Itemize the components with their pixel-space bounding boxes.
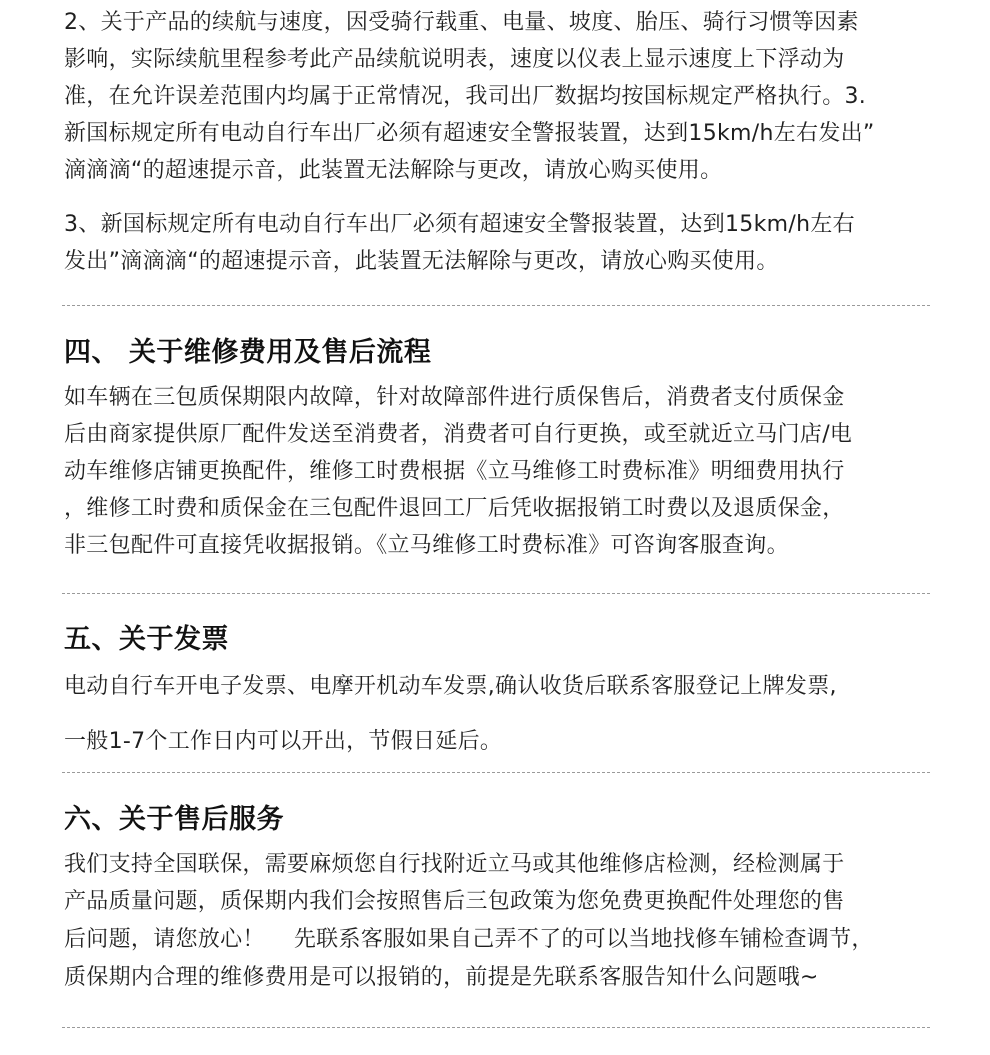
paragraph-line: ，维修工时费和质保金在三包配件退回工厂后凭收据报销工时费以及退质保金， — [64, 496, 845, 521]
paragraph-line: 产品质量问题，质保期内我们会按照售后三包政策为您免费更换配件处理您的售 — [64, 889, 845, 914]
paragraph-line: 准，在允许误差范围内均属于正常情况，我司出厂数据均按国标规定严格执行。3. — [64, 84, 867, 109]
paragraph-line: 电动自行车开电子发票、电摩开机动车发票,确认收货后联系客服登记上牌发票, — [64, 674, 837, 699]
paragraph-line: 滴滴滴“的超速提示音，此装置无法解除与更改，请放心购买使用。 — [64, 158, 723, 183]
paragraph-line: 发出”滴滴滴“的超速提示音，此装置无法解除与更改，请放心购买使用。 — [64, 249, 779, 274]
paragraph-line: 动车维修店铺更换配件，维修工时费根据《立马维修工时费标准》明细费用执行 — [64, 459, 845, 484]
paragraph-line: 后问题，请您放心！ 先联系客服如果自己弄不了的可以当地找修车铺检查调节， — [64, 927, 874, 952]
paragraph-line: 3、新国标规定所有电动自行车出厂必须有超速安全警报装置，达到15km/h左右 — [64, 212, 855, 237]
section-divider — [62, 305, 930, 306]
paragraph-line: 2、关于产品的续航与速度，因受骑行载重、电量、坡度、胎压、骑行习惯等因素 — [64, 10, 859, 35]
paragraph-line: 质保期内合理的维修费用是可以报销的，前提是先联系客服告知什么问题哦~ — [64, 965, 819, 990]
section-title-invoice: 五、关于发票 — [64, 624, 229, 655]
paragraph-line: 新国标规定所有电动自行车出厂必须有超速安全警报装置，达到15km/h左右发出” — [64, 121, 875, 146]
paragraph-line: 影响，实际续航里程参考此产品续航说明表，速度以仪表上显示速度上下浮动为 — [64, 47, 845, 72]
after-sales-service-paragraph — [64, 846, 944, 996]
speed-range-paragraph — [64, 4, 944, 189]
section-title-repair-costs: 四、 关于维修费用及售后流程 — [64, 337, 432, 368]
repair-costs-paragraph — [64, 379, 944, 564]
section-divider — [62, 593, 930, 594]
paragraph-line: 我们支持全国联保，需要麻烦您自行找附近立马或其他维修店检测，经检测属于 — [64, 852, 845, 877]
paragraph-line: 一般1-7个工作日内可以开出，节假日延后。 — [64, 729, 503, 754]
section-divider — [62, 1027, 930, 1028]
invoice-paragraph — [64, 668, 944, 760]
paragraph-line: 后由商家提供原厂配件发送至消费者，消费者可自行更换，或至就近立马门店/电 — [64, 422, 853, 447]
speed-alarm-paragraph — [64, 206, 944, 280]
paragraph-line: 非三包配件可直接凭收据报销。《立马维修工时费标准》可咨询客服查询。 — [64, 533, 789, 558]
section-title-after-sales-service: 六、关于售后服务 — [64, 804, 284, 835]
paragraph-line: 如车辆在三包质保期限内故障，针对故障部件进行质保售后，消费者支付质保金 — [64, 385, 845, 410]
section-divider — [62, 772, 930, 773]
